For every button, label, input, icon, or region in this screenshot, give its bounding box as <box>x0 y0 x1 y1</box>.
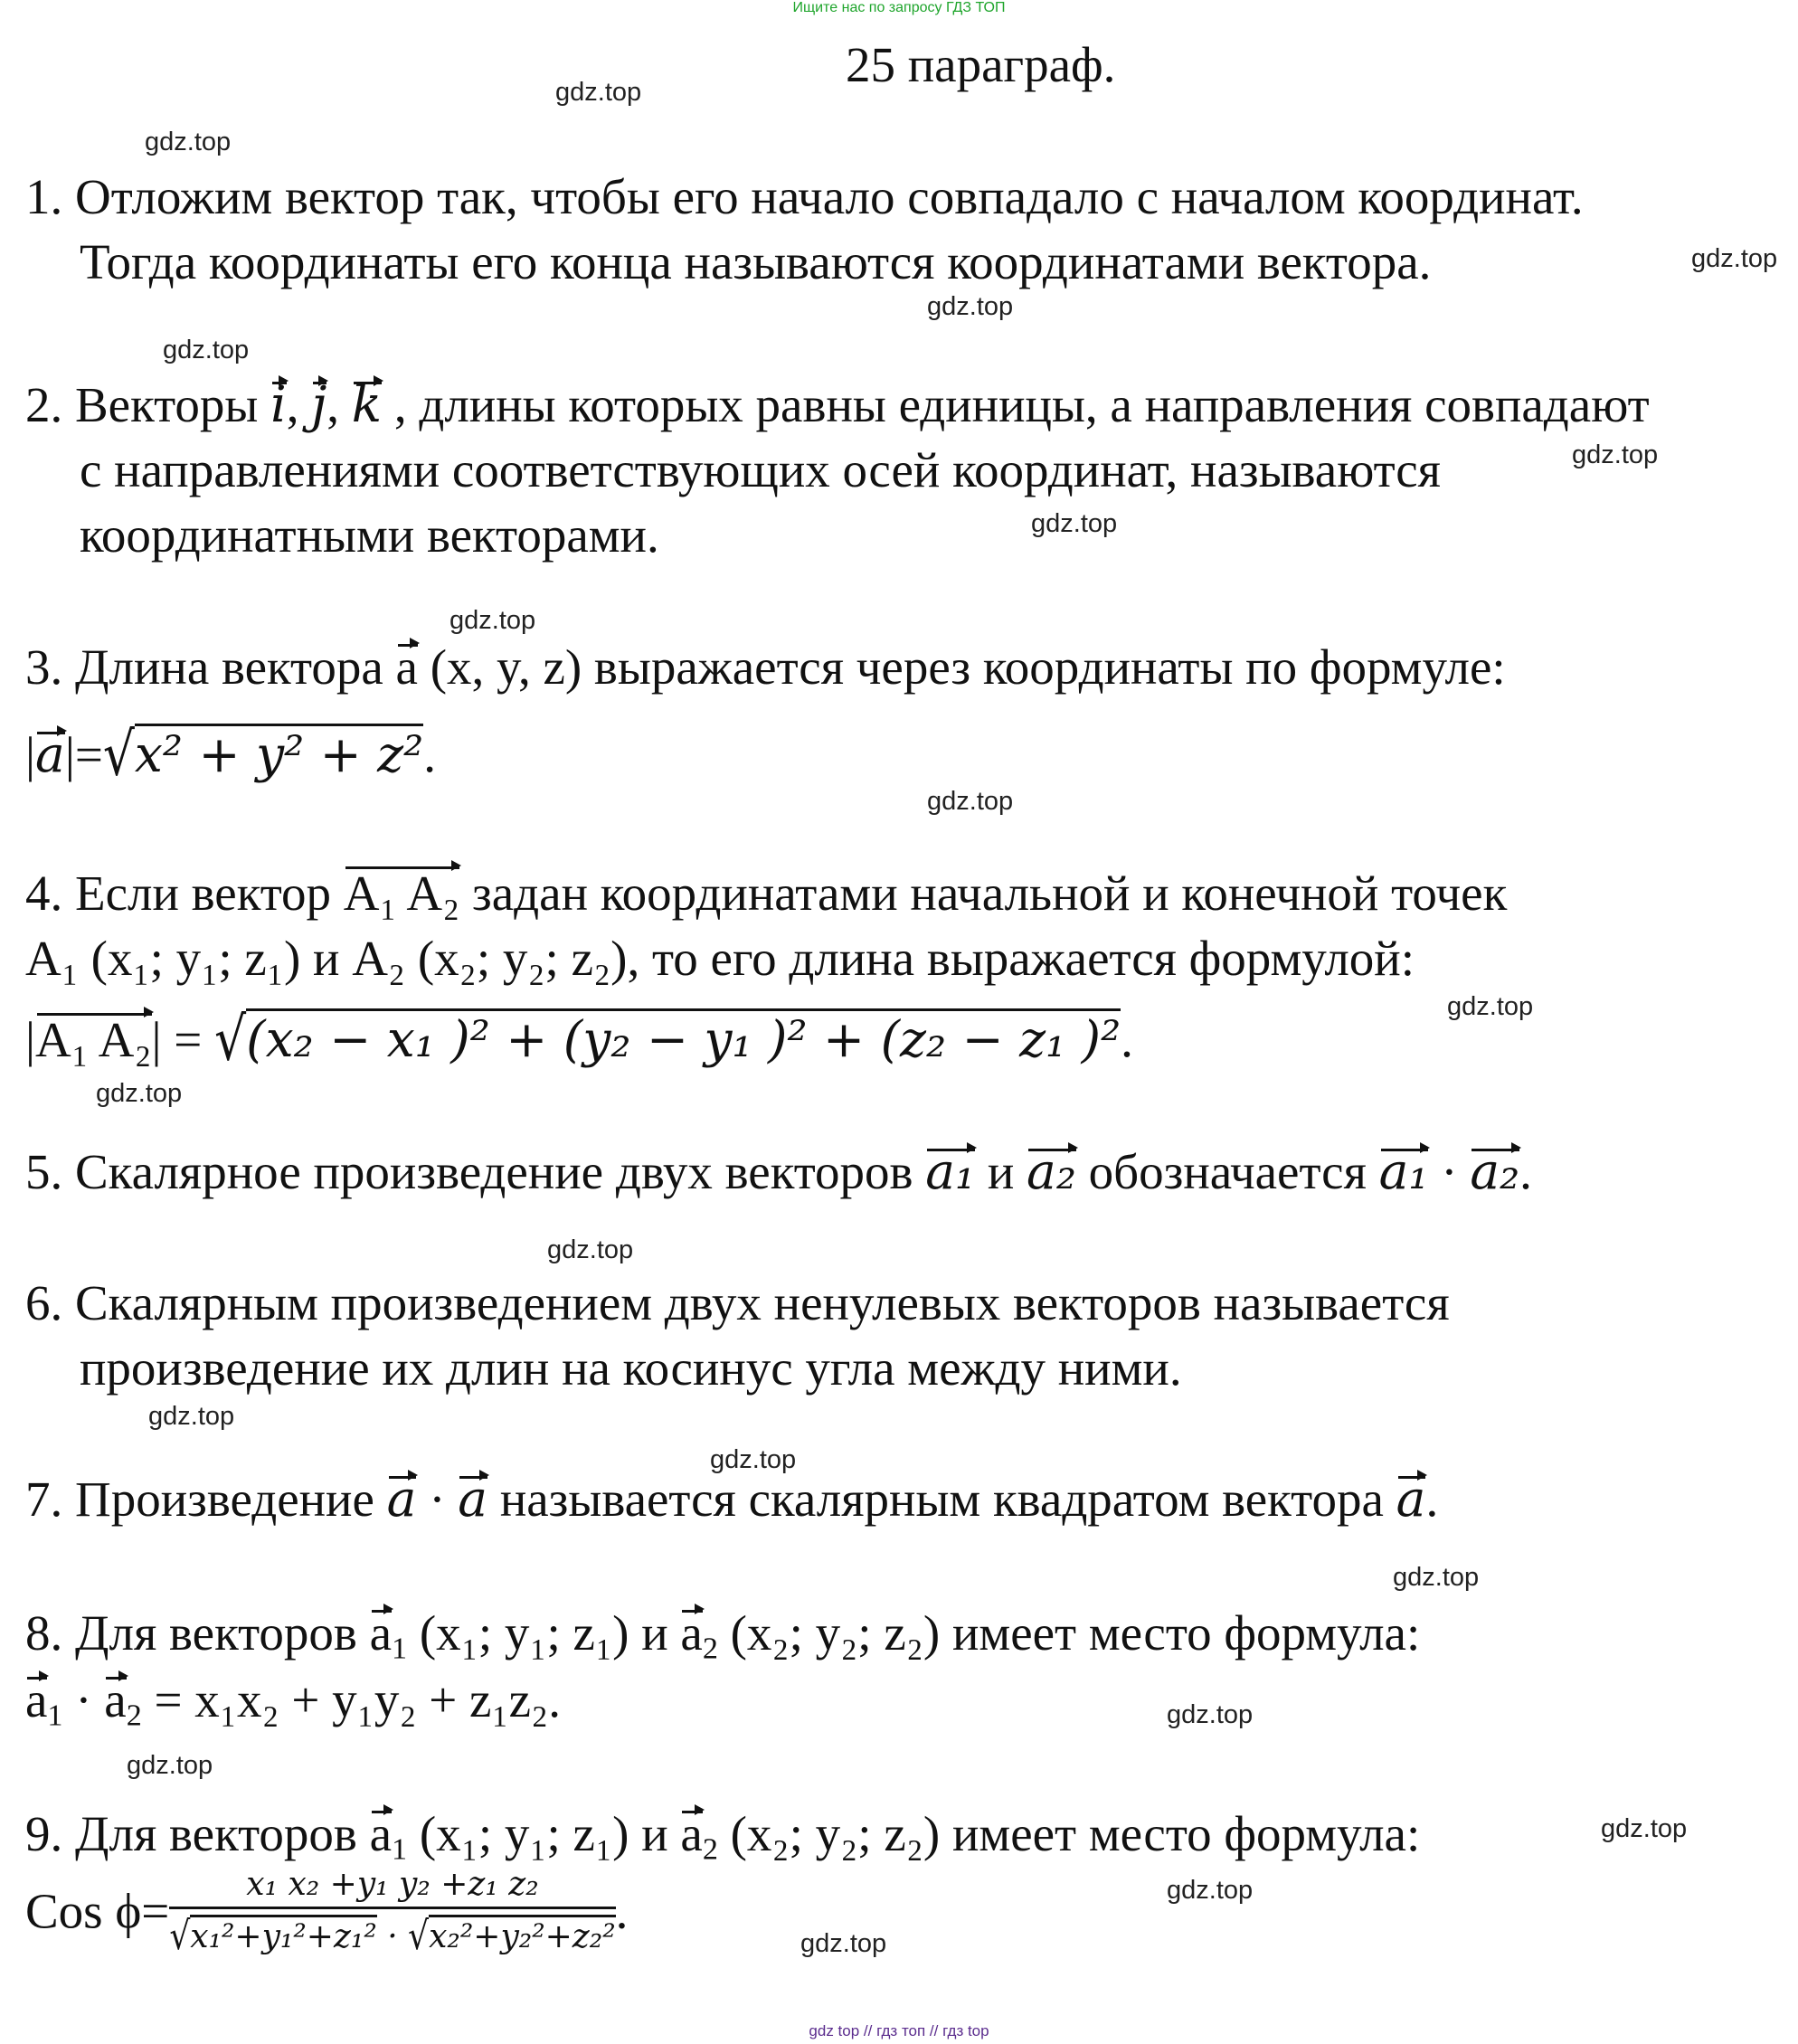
item-6-line-1: 6. Скалярным произведением двух ненулевых векторов называется <box>25 1275 1450 1330</box>
vector-a2: a₂ <box>1470 1142 1520 1200</box>
vector-a2: a₂ <box>1027 1142 1076 1200</box>
fraction-numerator: x₁ x₂ +y₁ y₂ +z₁ z₂ <box>169 1869 615 1909</box>
item-3-formula: |a|=√x² + y² + z². <box>25 719 436 790</box>
watermark: gdz.top <box>1601 1814 1688 1843</box>
top-banner: Ищите нас по запросу ГДЗ ТОП <box>792 0 1006 15</box>
item-4-line-2: A₁ (x₁; y₁; z₁) и A₂ (x₂; y₂; z₂), то его длина выражается формулой: <box>25 931 1415 986</box>
vector-a1: a₁ <box>925 1142 976 1200</box>
vector-a1: a <box>25 1672 48 1727</box>
item-3-line-1: 3. Длина вектора a (x, y, z) выражается через координаты по формуле: <box>25 639 1506 695</box>
watermark: gdz.top <box>800 1929 887 1958</box>
item-4-formula: |A₁ A₂| = √(x₂ − x₁ )² + (y₂ − y₁ )² + (z₂ − z₁ )². <box>25 1004 1133 1074</box>
radicand: x² + y² + z² <box>134 725 424 783</box>
cosine-fraction <box>169 1866 616 1959</box>
sqrt-sign: √ <box>102 719 135 790</box>
vector-a: a <box>35 725 65 783</box>
fraction-denominator: √x₁²+y₁²+z₁² · √x₂²+y₂²+z₂² <box>169 1914 616 1959</box>
watermark: gdz.top <box>145 128 232 156</box>
item-9-formula: Cos ϕ= $\frac{\text{x₁ x₂ +y₁ y₂ +z₁ z₂}}{\text{√x₁²+y₁²+z₁² · √x₂²+y₂²+z₂²}}$ . <box>25 1866 629 1959</box>
radicand: (x₂ − x₁ )² + (y₂ − y₁ )² + (z₂ − z₁ )² <box>246 1010 1121 1068</box>
vector-a: a <box>386 1470 417 1528</box>
watermark: gdz.top <box>1572 440 1659 469</box>
vector-a1a2: A₁ A₂ <box>35 1012 152 1067</box>
vector-a: a <box>1396 1470 1426 1528</box>
page-title: 25 параграф. <box>846 37 1116 92</box>
watermark: gdz.top <box>163 336 250 364</box>
vector-a2: a <box>680 1605 703 1661</box>
item-5-line-1: 5. Скалярное произведение двух векторов a₁ и a₂ обозначается a₁ · a₂. <box>25 1142 1532 1200</box>
watermark: gdz.top <box>450 606 536 635</box>
item-7-line-1: 7. Произведение a · a называется скалярным квадратом вектора a. <box>25 1470 1439 1528</box>
vector-a: a <box>395 639 418 695</box>
vector-a: a <box>458 1470 488 1528</box>
item-6-line-2: произведение их длин на косинус угла между ними. <box>80 1340 1182 1396</box>
watermark: gdz.top <box>96 1079 183 1108</box>
watermark: gdz.top <box>1167 1876 1254 1905</box>
watermark: gdz.top <box>1447 992 1534 1021</box>
watermark: gdz.top <box>148 1402 235 1431</box>
item-9-line-1: 9. Для векторов $a_1$ (x₁; y₁; z₁) и $a_2$ (x₂; y₂; z₂) имеет место формула: <box>25 1806 1421 1867</box>
watermark: gdz.top <box>127 1751 213 1780</box>
footer-watermark: gdz top // гдз топ // гдз top <box>809 2022 989 2039</box>
vector-a2: a <box>680 1806 703 1861</box>
watermark: gdz.top <box>927 292 1014 321</box>
item-4-line-1: 4. Если вектор A₁ A₂ задан координатами начальной и конечной точек <box>25 866 1508 921</box>
watermark: gdz.top <box>1393 1563 1480 1592</box>
sqrt-sign: √ <box>214 1004 247 1074</box>
item-8-formula: $a_1 \cdot a_2 = x_1x_2 + y_1y_2 + z_1z_2$. <box>25 1672 561 1733</box>
item-2-line-2: с направлениями соответствующих осей координат, называются <box>80 442 1441 497</box>
item-2-line-3: координатными векторами. <box>80 507 659 563</box>
watermark: gdz.top <box>1031 509 1118 538</box>
unit-vector-k: k <box>351 375 383 433</box>
watermark: gdz.top <box>710 1445 797 1474</box>
item-2-line-1: 2. Векторы i, j, k , длины которых равны единицы, а направления совпадают <box>25 375 1650 433</box>
unit-vector-i: i <box>270 375 287 433</box>
watermark: gdz.top <box>1691 244 1778 273</box>
watermark: gdz.top <box>555 78 642 107</box>
vector-a1a2: A₁ A₂ <box>343 866 460 921</box>
vector-a1: a <box>369 1605 393 1661</box>
item-1-line-2: Тогда координаты его конца называются координатами вектора. <box>80 234 1432 289</box>
watermark: gdz.top <box>1167 1700 1254 1729</box>
vector-a1: a₁ <box>1378 1142 1429 1200</box>
unit-vector-j: j <box>311 375 327 433</box>
item-8-line-1: 8. Для векторов $a_1$ (x₁; y₁; z₁) и $a_2$ (x₂; y₂; z₂) имеет место формула: <box>25 1605 1421 1666</box>
vector-a2: a <box>104 1672 127 1727</box>
item-1-line-1: 1. Отложим вектор так, чтобы его начало совпадало с началом координат. <box>25 169 1584 224</box>
vector-a1: a <box>369 1806 393 1861</box>
watermark: gdz.top <box>927 787 1014 816</box>
watermark: gdz.top <box>547 1235 634 1264</box>
